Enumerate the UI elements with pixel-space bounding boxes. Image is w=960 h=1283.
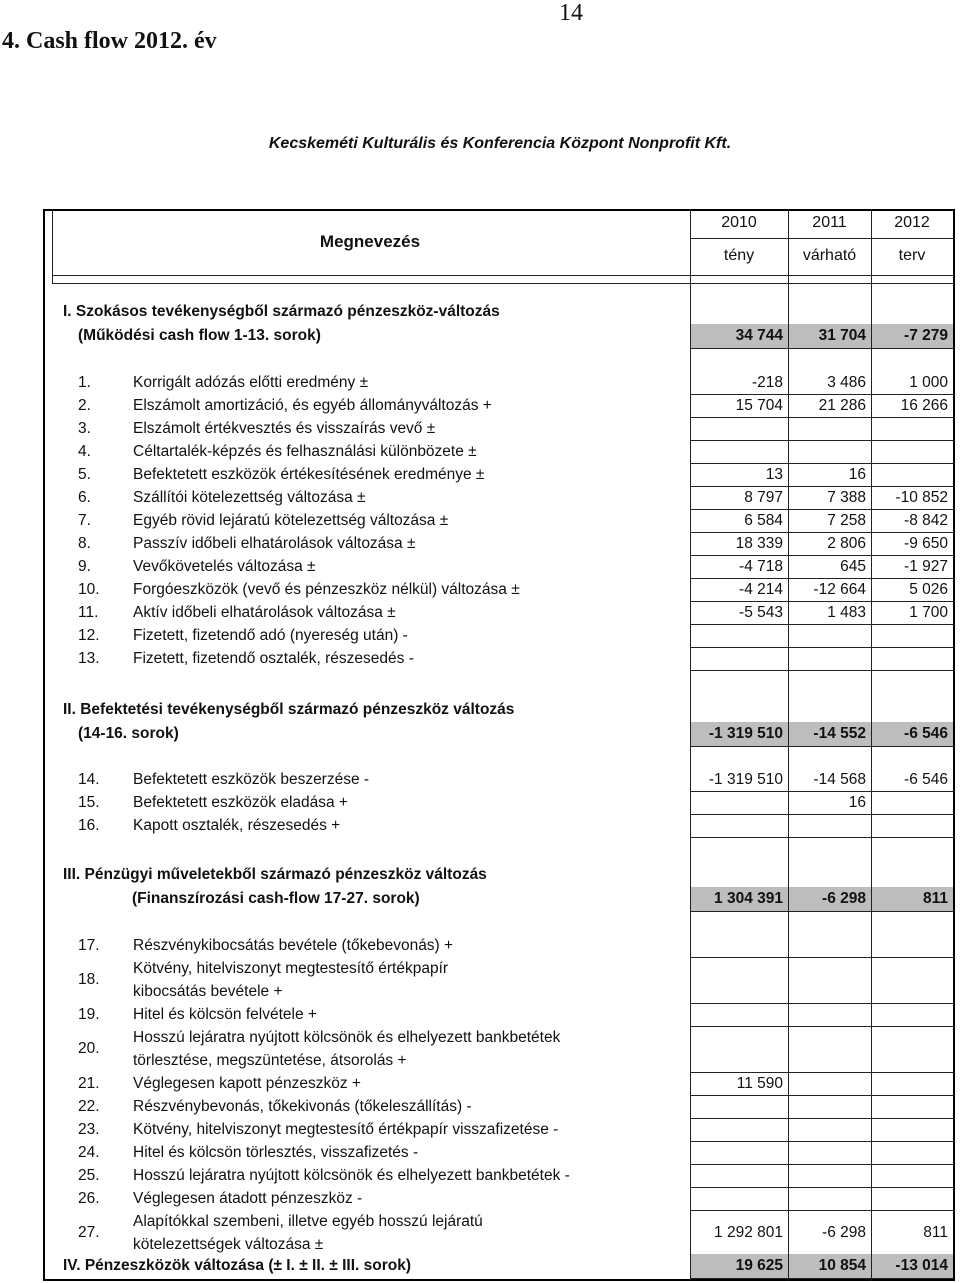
row-label: Szállítói kötelezettség változása ± <box>133 489 366 506</box>
value-cell: -5 543 <box>739 604 783 621</box>
row-number: 3. <box>78 420 91 437</box>
row-number: 12. <box>78 627 100 644</box>
section-title: IV. Pénzeszközök változása (± I. ± II. ± III. sorok) <box>63 1257 411 1274</box>
row-number: 20. <box>78 1040 100 1057</box>
row-label: Befektetett eszközök eladása + <box>133 794 348 811</box>
row-label: Korrigált adózás előtti eredmény ± <box>133 374 369 391</box>
row-label: Véglegesen átadott pénzeszköz - <box>133 1190 363 1207</box>
row-divider <box>690 837 953 838</box>
value-cell <box>872 1118 953 1141</box>
value-cell <box>872 934 953 957</box>
table-row <box>78 1141 688 1164</box>
value-cell: 3 486 <box>827 374 866 391</box>
column-header-name: Megnevezés <box>319 232 421 251</box>
table-row <box>78 624 688 647</box>
header-divider <box>690 238 953 239</box>
value-cell <box>789 957 871 1003</box>
value-cell <box>872 791 953 814</box>
value-cell <box>872 647 953 670</box>
value-cell <box>789 1164 871 1187</box>
table-row <box>78 1210 688 1256</box>
row-divider <box>690 1278 953 1279</box>
row-label: Forgóeszközök (vevő és pénzeszköz nélkül) változása ± <box>133 581 520 598</box>
row-number: 7. <box>78 512 91 529</box>
value-cell <box>789 1003 871 1026</box>
row-number: 19. <box>78 1006 100 1023</box>
section-total-cell: -14 552 <box>789 722 871 746</box>
table-row <box>78 417 688 440</box>
value-cell <box>691 814 788 837</box>
row-label: Hosszú lejáratra nyújtott kölcsönök és elhelyezett bankbetétek - <box>133 1167 570 1184</box>
value-cell: -12 664 <box>813 581 866 598</box>
value-cell <box>789 814 871 837</box>
section-total-cell: 31 704 <box>789 324 871 348</box>
value-cell: 6 584 <box>744 512 783 529</box>
row-number: 26. <box>78 1190 100 1207</box>
value-cell <box>691 1003 788 1026</box>
page-number: 14 <box>559 0 583 26</box>
value-cell <box>691 934 788 957</box>
value-cell <box>789 934 871 957</box>
row-label: Alapítókkal szembeni, illetve egyéb hosszú lejáratú <box>133 1213 483 1230</box>
value-cell: 13 <box>765 466 783 483</box>
row-label: Elszámolt értékvesztés és visszaírás vevő ± <box>133 420 436 437</box>
row-label-continued: kibocsátás bevétele + <box>133 983 283 1000</box>
row-number: 22. <box>78 1098 100 1115</box>
column-kind: tény <box>723 247 755 264</box>
value-cell <box>872 624 953 647</box>
column-kind: várható <box>802 247 857 264</box>
section-title: II. Befektetési tevékenységből származó pénzeszköz változás <box>63 701 515 718</box>
row-label: Részvénykibocsátás bevétele (tőkebevonás) + <box>133 937 454 954</box>
value-cell: 21 286 <box>818 397 866 414</box>
value-cell <box>872 957 953 1003</box>
value-cell: 18 339 <box>735 535 783 552</box>
table-row <box>78 934 688 957</box>
value-cell: 16 266 <box>900 397 948 414</box>
table-row <box>78 509 688 532</box>
row-label-continued: kötelezettségek változása ± <box>133 1236 324 1253</box>
value-cell: 1 700 <box>909 604 948 621</box>
value-cell: -1 319 510 <box>708 771 783 788</box>
value-cell <box>789 1095 871 1118</box>
value-cell: 1 483 <box>827 604 866 621</box>
value-cell <box>872 1003 953 1026</box>
value-cell <box>789 624 871 647</box>
section-total-cell: 19 625 <box>691 1254 788 1278</box>
value-cell <box>691 440 788 463</box>
value-cell <box>691 1164 788 1187</box>
value-cell <box>872 1141 953 1164</box>
value-cell <box>691 1026 788 1072</box>
value-cell <box>691 1187 788 1210</box>
value-cell: -9 650 <box>904 535 948 552</box>
row-number: 24. <box>78 1144 100 1161</box>
row-label: Elszámolt amortizáció, és egyéb állományváltozás + <box>133 397 492 414</box>
value-cell: -6 546 <box>904 771 948 788</box>
value-cell <box>789 647 871 670</box>
header-side-line <box>52 209 53 283</box>
value-cell: -1 927 <box>904 558 948 575</box>
value-cell <box>872 1026 953 1072</box>
row-number: 5. <box>78 466 91 483</box>
table-row <box>78 647 688 670</box>
value-cell <box>872 814 953 837</box>
value-cell <box>789 1026 871 1072</box>
value-cell <box>872 1095 953 1118</box>
section-title: I. Szokásos tevékenységből származó pénzeszköz-változás <box>63 303 500 320</box>
row-number: 10. <box>78 581 100 598</box>
section-total-cell: 811 <box>872 887 953 911</box>
row-label: Aktív időbeli elhatárolások változása ± <box>133 604 396 621</box>
row-number: 11. <box>78 604 99 621</box>
row-label: Véglegesen kapott pénzeszköz + <box>133 1075 361 1092</box>
row-number: 2. <box>78 397 91 414</box>
value-cell <box>872 1187 953 1210</box>
row-label: Fizetett, fizetendő osztalék, részesedés - <box>133 650 414 667</box>
row-number: 9. <box>78 558 91 575</box>
column-year: 2012 <box>894 214 930 231</box>
section-subtitle: (14-16. sorok) <box>78 725 179 742</box>
section-total-cell: 34 744 <box>691 324 788 348</box>
row-label: Befektetett eszközök beszerzése - <box>133 771 370 788</box>
row-label: Kapott osztalék, részesedés + <box>133 817 341 834</box>
section-total-cell: -6 546 <box>872 722 953 746</box>
value-cell: 645 <box>840 558 866 575</box>
company-name: Kecskeméti Kulturális és Konferencia Központ Nonprofit Kft. <box>268 135 732 152</box>
section-total-cell: -1 319 510 <box>691 722 788 746</box>
value-cell <box>691 417 788 440</box>
value-cell: 16 <box>848 794 866 811</box>
value-cell <box>789 1141 871 1164</box>
row-label: Vevőkövetelés változása ± <box>133 558 316 575</box>
row-label: Egyéb rövid lejáratú kötelezettség változása ± <box>133 512 449 529</box>
value-cell: -4 214 <box>739 581 783 598</box>
row-number: 23. <box>78 1121 100 1138</box>
table-row <box>78 486 688 509</box>
header-divider <box>52 275 953 276</box>
table-row <box>78 463 688 486</box>
table-row <box>78 440 688 463</box>
value-cell: 7 388 <box>827 489 866 506</box>
row-number: 21. <box>78 1075 100 1092</box>
value-cell: 1 292 801 <box>714 1224 783 1241</box>
table-row <box>78 1164 688 1187</box>
section-total-cell: 1 304 391 <box>691 887 788 911</box>
value-cell: 811 <box>923 1224 948 1241</box>
value-cell <box>691 647 788 670</box>
table-row <box>78 1072 688 1095</box>
row-number: 6. <box>78 489 91 506</box>
table-row <box>78 371 688 394</box>
section-total-cell: -7 279 <box>872 324 953 348</box>
row-divider <box>690 746 953 747</box>
header-divider <box>52 283 953 284</box>
table-row <box>78 768 688 791</box>
row-number: 8. <box>78 535 91 552</box>
value-cell: -8 842 <box>904 512 948 529</box>
value-cell <box>789 1072 871 1095</box>
row-number: 18. <box>78 971 100 988</box>
value-cell: -218 <box>751 374 783 391</box>
row-divider <box>690 670 953 671</box>
value-cell: 7 258 <box>827 512 866 529</box>
value-cell <box>691 791 788 814</box>
row-label-continued: törlesztése, megszüntetése, átsorolás + <box>133 1052 407 1069</box>
value-cell: 15 704 <box>735 397 783 414</box>
value-cell <box>872 417 953 440</box>
table-row <box>78 1118 688 1141</box>
table-row <box>78 1003 688 1026</box>
value-cell <box>691 957 788 1003</box>
value-cell: -4 718 <box>739 558 783 575</box>
value-cell <box>789 1118 871 1141</box>
column-kind: terv <box>898 247 926 264</box>
row-number: 13. <box>78 650 100 667</box>
row-label: Kötvény, hitelviszonyt megtestesítő értékpapír <box>133 960 449 977</box>
value-cell: 11 590 <box>736 1075 783 1092</box>
section-subtitle: (Finanszírozási cash-flow 17-27. sorok) <box>132 890 420 907</box>
value-cell <box>691 624 788 647</box>
value-cell <box>789 1187 871 1210</box>
row-number: 27. <box>78 1224 100 1241</box>
table-row <box>78 532 688 555</box>
value-cell: 1 000 <box>909 374 948 391</box>
table-row <box>78 957 688 1003</box>
table-row <box>78 1187 688 1210</box>
section-total-cell: 10 854 <box>789 1254 871 1278</box>
section-title: III. Pénzügyi műveletekből származó pénzeszköz változás <box>63 866 487 883</box>
row-number: 25. <box>78 1167 100 1184</box>
row-label: Hosszú lejáratra nyújtott kölcsönök és elhelyezett bankbetétek <box>133 1029 561 1046</box>
table-row <box>78 791 688 814</box>
value-cell <box>872 1072 953 1095</box>
value-cell: -6 298 <box>822 1224 866 1241</box>
row-divider <box>690 911 953 912</box>
row-label: Passzív időbeli elhatárolások változása ± <box>133 535 416 552</box>
value-cell <box>872 1164 953 1187</box>
row-label: Fizetett, fizetendő adó (nyereség után) - <box>133 627 408 644</box>
value-cell: 5 026 <box>909 581 948 598</box>
value-cell <box>691 1095 788 1118</box>
row-number: 17. <box>78 937 100 954</box>
row-label: Hitel és kölcsön törlesztés, visszafizetés - <box>133 1144 419 1161</box>
value-cell: 8 797 <box>744 489 783 506</box>
row-number: 16. <box>78 817 100 834</box>
table-row <box>78 1026 688 1072</box>
value-cell <box>691 1118 788 1141</box>
value-cell <box>872 463 953 486</box>
table-row <box>78 601 688 624</box>
section-total-cell: -13 014 <box>872 1254 953 1278</box>
value-cell: -14 568 <box>813 771 866 788</box>
value-cell: 16 <box>848 466 866 483</box>
table-row <box>78 1095 688 1118</box>
row-divider <box>690 348 953 349</box>
row-label: Hitel és kölcsön felvétele + <box>133 1006 317 1023</box>
value-cell <box>872 440 953 463</box>
table-row <box>78 394 688 417</box>
row-label: Befektetett eszközök értékesítésének eredménye ± <box>133 466 485 483</box>
table-row <box>78 814 688 837</box>
value-cell <box>789 417 871 440</box>
section-total-cell: -6 298 <box>789 887 871 911</box>
row-label: Céltartalék-képzés és felhasználási különbözete ± <box>133 443 477 460</box>
value-cell <box>691 1141 788 1164</box>
table-row <box>78 578 688 601</box>
section-subtitle: (Működési cash flow 1-13. sorok) <box>78 327 321 344</box>
row-label: Kötvény, hitelviszonyt megtestesítő értékpapír visszafizetése - <box>133 1121 559 1138</box>
value-cell: -10 852 <box>895 489 948 506</box>
row-number: 15. <box>78 794 100 811</box>
row-number: 1. <box>78 374 91 391</box>
column-year: 2010 <box>721 214 757 231</box>
table-row <box>78 555 688 578</box>
page-heading: 4. Cash flow 2012. év <box>2 28 217 54</box>
row-number: 14. <box>78 771 100 788</box>
value-cell: 2 806 <box>827 535 866 552</box>
value-cell <box>789 440 871 463</box>
row-number: 4. <box>78 443 91 460</box>
column-year: 2011 <box>812 214 847 231</box>
row-label: Részvénybevonás, tőkekivonás (tőkeleszállítás) - <box>133 1098 472 1115</box>
